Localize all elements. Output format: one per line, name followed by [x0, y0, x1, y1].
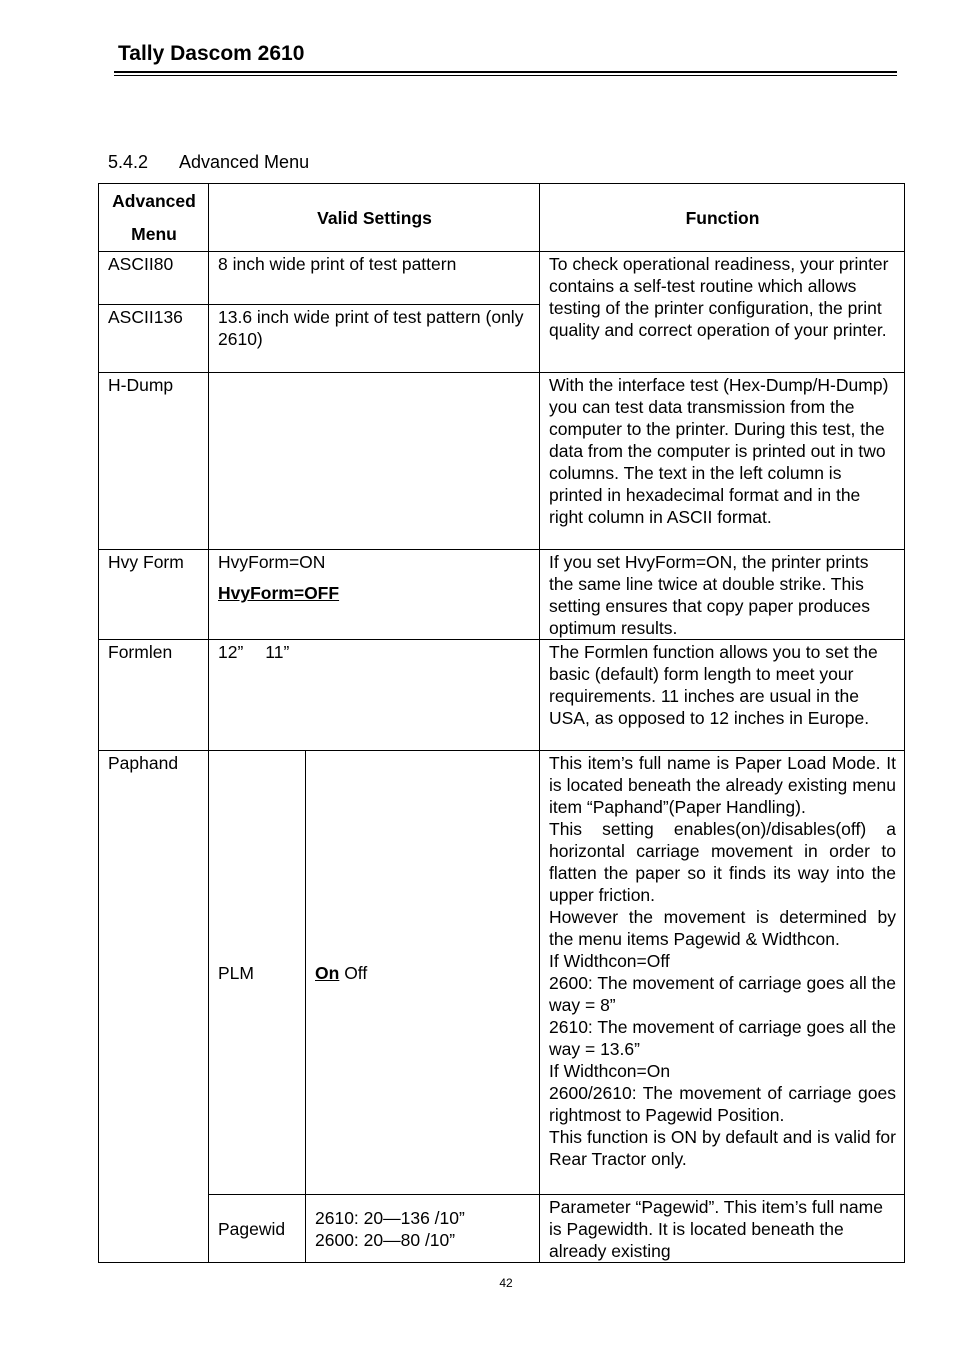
advanced-menu-table	[98, 183, 905, 1263]
section-title: Advanced Menu	[179, 152, 310, 172]
function-pagewid: Parameter “Pagewid”. This item’s full name is Pagewidth. It is located beneath the already existing	[540, 1195, 905, 1263]
table-row-ascii80	[99, 252, 905, 305]
header-valid-settings: Valid Settings	[209, 184, 540, 252]
setting-formlen-12: 12”	[218, 642, 244, 662]
table-row-paphand-pagewid	[99, 1195, 905, 1263]
setting-hvyform-off-default: HvyForm=OFF	[218, 583, 340, 603]
settings-ascii80: 8 inch wide print of test pattern	[209, 252, 540, 305]
plm-line: 2610: The movement of carriage goes all the way = 13.6”	[549, 1017, 896, 1059]
settings-ascii136: 13.6 inch wide print of test pattern (only 2610)	[209, 305, 540, 373]
settings-plm	[306, 751, 540, 1195]
settings-hvyform	[209, 550, 540, 640]
table-row-hdump	[99, 373, 905, 550]
setting-pagewid-2600: 2600: 20—80 /10”	[315, 1230, 456, 1250]
submenu-name-pagewid: Pagewid	[209, 1195, 306, 1263]
plm-line: If Widthcon=On	[549, 1061, 671, 1081]
setting-plm-on-default: On	[315, 963, 340, 983]
plm-line: If Widthcon=Off	[549, 951, 670, 971]
menu-name-hvyform: Hvy Form	[99, 550, 209, 640]
plm-line: 2600: The movement of carriage goes all the way = 8”	[549, 973, 896, 1015]
plm-line: However the movement is determined by the menu items Pagewid & Widthcon.	[549, 907, 896, 949]
settings-formlen	[209, 640, 540, 751]
function-ascii: To check operational readiness, your printer contains a self-test routine which allows testing of the printer configuration, the print quality and correct operation of your printer.	[540, 252, 905, 373]
header-function: Function	[540, 184, 905, 252]
settings-hdump	[209, 373, 540, 550]
menu-name-ascii80: ASCII80	[99, 252, 209, 305]
plm-line: 2600/2610: The movement of carriage goes rightmost to Pagewid Position.	[549, 1083, 896, 1125]
header-rule-thin	[114, 75, 897, 76]
settings-pagewid	[306, 1195, 540, 1263]
function-formlen: The Formlen function allows you to set the basic (default) form length to meet your requirements. 11 inches are usual in the USA, as opposed to 12 inches in Europe.	[540, 640, 905, 751]
menu-name-formlen: Formlen	[99, 640, 209, 751]
function-hvyform: If you set HvyForm=ON, the printer prints the same line twice at double strike. This setting ensures that copy paper produces optimum results.	[540, 550, 905, 640]
section-heading	[108, 152, 309, 173]
submenu-name-plm: PLM	[209, 751, 306, 1195]
function-hdump: With the interface test (Hex-Dump/H-Dump) you can test data transmission from the computer to the printer. During this test, the data from the computer is printed out in two columns. The text in the left column is printed in hexadecimal format and in the right column in ASCII format.	[540, 373, 905, 550]
header-rule	[114, 71, 897, 73]
table-row-paphand-plm	[99, 751, 905, 1195]
menu-name-hdump: H-Dump	[99, 373, 209, 550]
setting-hvyform-on: HvyForm=ON	[218, 552, 326, 572]
header-menu-line1: Advanced	[112, 191, 196, 211]
plm-line: This function is ON by default and is valid for Rear Tractor only.	[549, 1127, 896, 1169]
table-header-row	[99, 184, 905, 252]
setting-plm-off: Off	[344, 963, 368, 983]
header-menu-line2: Menu	[131, 224, 177, 244]
menu-name-paphand: Paphand	[99, 751, 209, 1263]
header-advanced-menu	[99, 184, 209, 252]
menu-name-ascii136: ASCII136	[99, 305, 209, 373]
setting-pagewid-2610: 2610: 20—136 /10”	[315, 1208, 465, 1228]
page-number: 42	[499, 1276, 513, 1290]
table-row-hvyform	[99, 550, 905, 640]
setting-formlen-11: 11”	[265, 642, 290, 662]
section-number: 5.4.2	[108, 152, 149, 172]
function-plm	[540, 751, 905, 1195]
plm-line: This item’s full name is Paper Load Mode. It is located beneath the already existing menu item “Paphand”(Paper Handling).	[549, 753, 896, 817]
table-row-formlen	[99, 640, 905, 751]
document-header-title: Tally Dascom 2610	[118, 42, 305, 65]
plm-line: This setting enables(on)/disables(off) a horizontal carriage movement in order to flatten the paper so it finds its way into the upper friction.	[549, 819, 896, 905]
